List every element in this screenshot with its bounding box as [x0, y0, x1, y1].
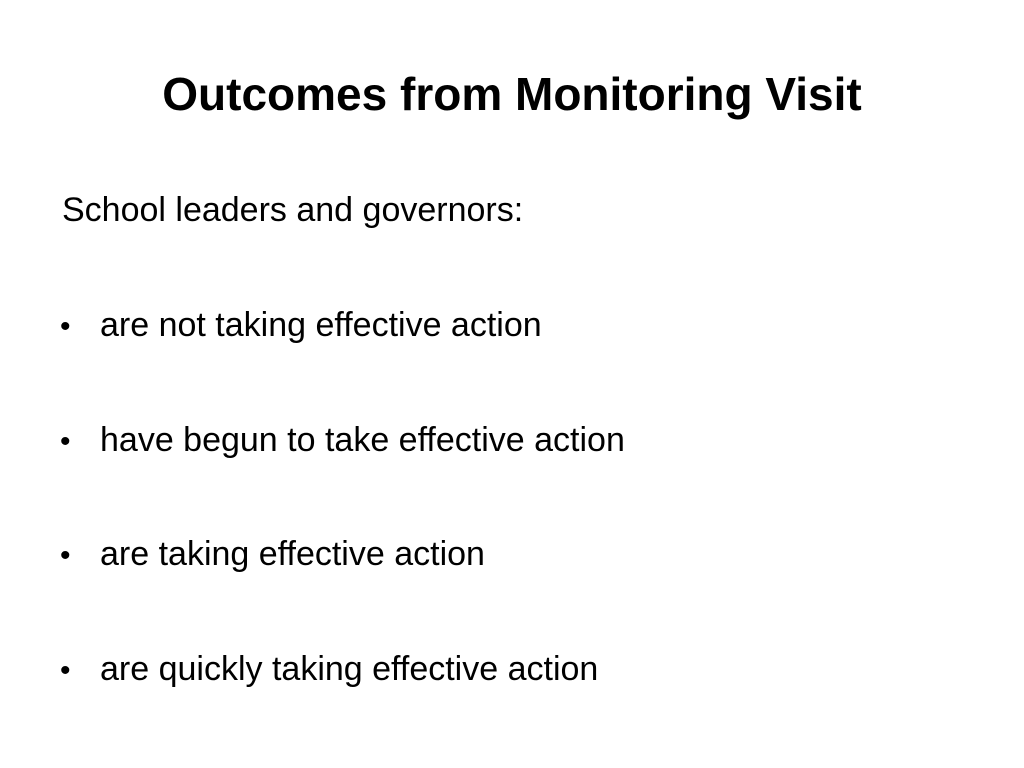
bullet-dot-icon: •: [60, 653, 71, 687]
bullet-text: are quickly taking effective action: [100, 649, 599, 688]
intro-text: School leaders and governors:: [62, 191, 524, 229]
bullet-dot-icon: •: [60, 424, 71, 458]
bullet-dot-icon: •: [60, 539, 71, 572]
bullet-item: [60, 305, 625, 420]
bullet-item: [60, 649, 625, 764]
bullet-text: have begun to take effective action: [100, 420, 625, 459]
bullet-text: are taking effective action: [100, 535, 485, 573]
slide-title: Outcomes from Monitoring Visit: [162, 68, 862, 120]
bullet-list: [60, 305, 625, 763]
bullet-dot-icon: •: [60, 310, 71, 343]
bullet-text: are not taking effective action: [100, 306, 542, 344]
bullet-item: [60, 534, 625, 649]
bullet-item: [60, 420, 625, 535]
